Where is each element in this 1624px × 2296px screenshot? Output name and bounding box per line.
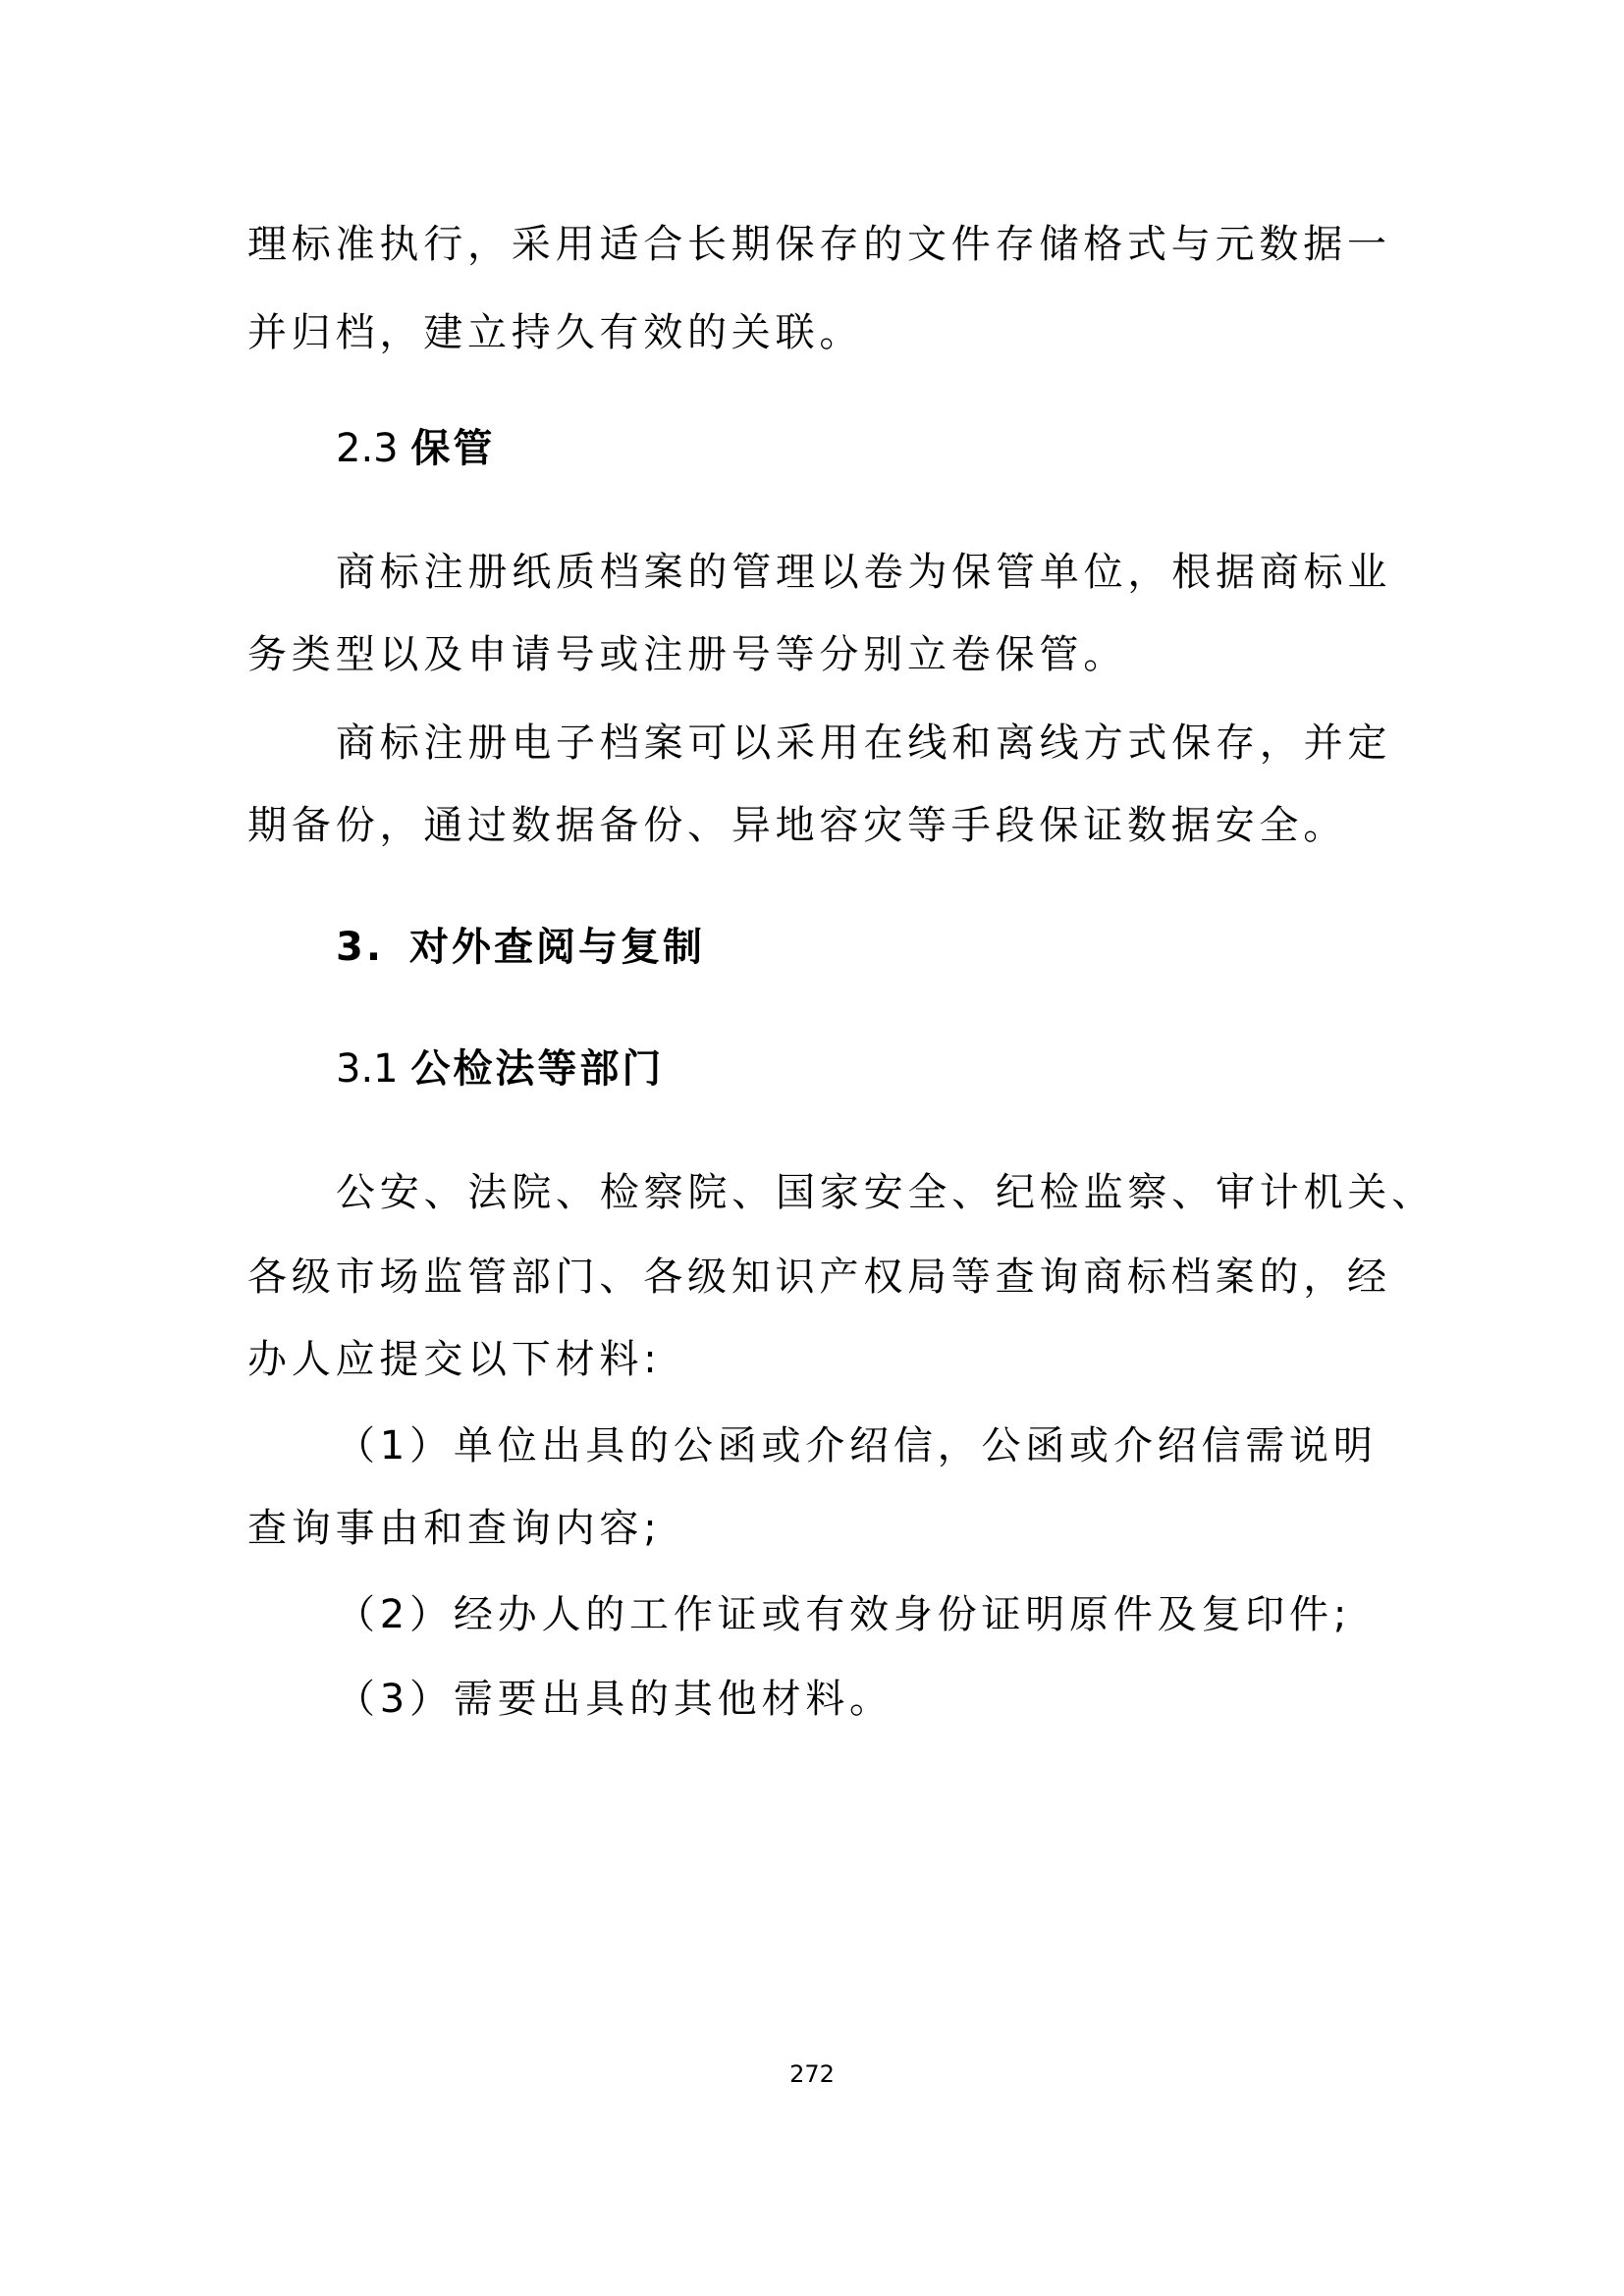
continuation-line-2: 并归档，建立持久有效的关联。 (247, 310, 864, 355)
section-3-heading (336, 903, 705, 991)
section-3-1-para-line-1: 公安、法院、检察院、国家安全、纪检监察、审计机关、 (336, 1170, 1435, 1215)
list-item-1-line-1: （1）单位出具的公函或介绍信，公函或介绍信需说明 (336, 1423, 1378, 1468)
section-3-title: 对外查阅与复制 (409, 925, 706, 970)
section-2-3-title: 保管 (410, 426, 496, 471)
section-3-1-heading (336, 1025, 664, 1113)
section-2-3-para2-line-2: 期备份，通过数据备份、异地容灾等手段保证数据安全。 (247, 803, 1347, 848)
section-2-3-para2-line-1: 商标注册电子档案可以采用在线和离线方式保存，并定 (336, 721, 1392, 766)
list-item-3: （3）需要出具的其他材料。 (336, 1677, 893, 1722)
section-3-1-para-line-3: 办人应提交以下材料: (247, 1337, 662, 1382)
section-3-number: 3. (336, 925, 385, 970)
section-3-1-para-line-2: 各级市场监管部门、各级知识产权局等查询商标档案的，经 (247, 1255, 1391, 1300)
section-2-3-para1-line-1: 商标注册纸质档案的管理以卷为保管单位，根据商标业 (336, 550, 1392, 595)
section-2-3-para1-line-2: 务类型以及申请号或注册号等分别立卷保管。 (247, 632, 1127, 677)
list-item-1-line-2: 查询事由和查询内容; (247, 1506, 662, 1551)
section-3-1-title: 公检法等部门 (410, 1046, 665, 1092)
list-item-2: （2）经办人的工作证或有效身份证明原件及复印件; (336, 1592, 1352, 1637)
section-3-1-number: 3.1 (336, 1046, 399, 1092)
continuation-line-1: 理标准执行，采用适合长期保存的文件存储格式与元数据一 (247, 222, 1391, 267)
section-2-3-number: 2.3 (336, 426, 399, 471)
page-number: 272 (789, 2060, 835, 2088)
section-2-3-heading (336, 404, 495, 493)
